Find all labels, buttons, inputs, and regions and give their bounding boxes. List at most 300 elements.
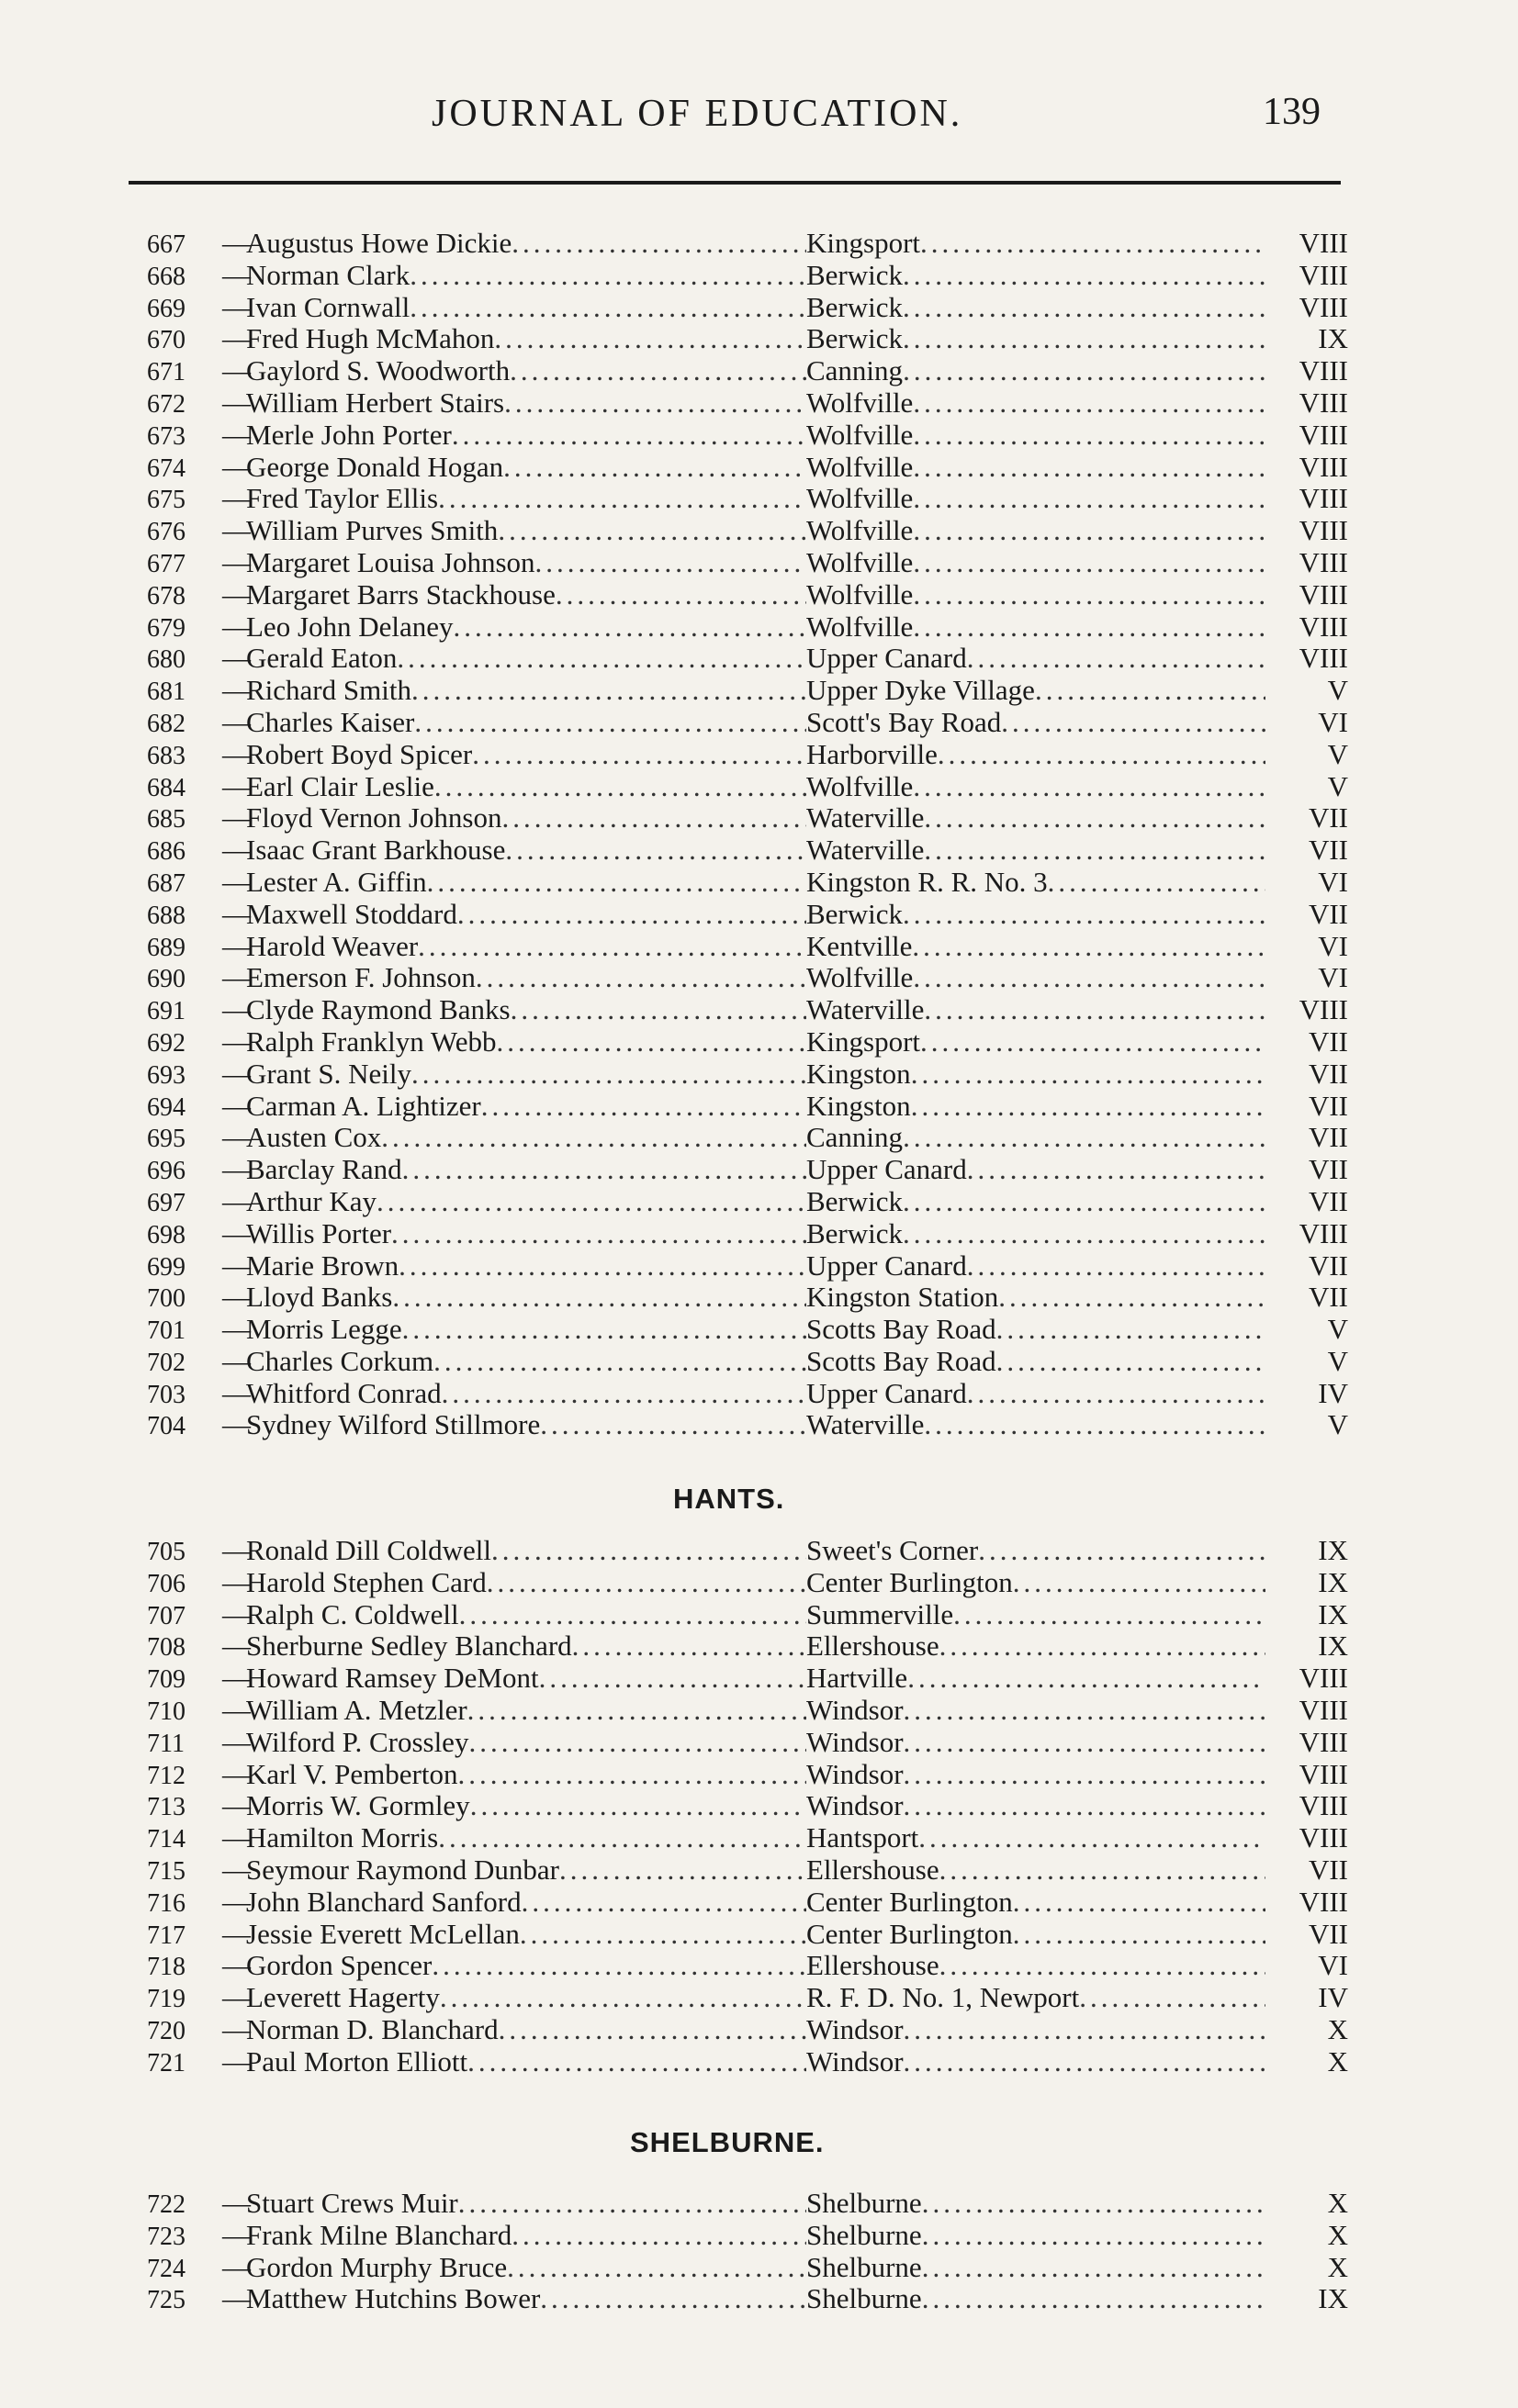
dot-leader xyxy=(520,1919,806,1951)
entry-grade: X xyxy=(1327,2012,1348,2045)
entry-number: 716 xyxy=(147,1888,186,1918)
list-item xyxy=(147,1282,1359,1314)
dot-leader xyxy=(913,515,1265,547)
list-item xyxy=(147,292,1359,324)
entry-place-cell xyxy=(806,643,1265,675)
entry-place-cell xyxy=(806,323,1265,355)
entry-number: 674 xyxy=(147,454,186,483)
dot-leader xyxy=(903,1186,1265,1218)
entry-place-cell xyxy=(806,1154,1265,1186)
entry-number: 712 xyxy=(147,1761,186,1790)
entry-number: 710 xyxy=(147,1697,186,1726)
entry-name-cell xyxy=(246,1154,806,1186)
list-item xyxy=(147,1314,1359,1346)
dot-leader xyxy=(511,994,806,1026)
entry-place: Berwick xyxy=(806,898,904,930)
dot-leader xyxy=(1013,1567,1265,1599)
entry-name-cell xyxy=(246,2252,806,2284)
entry-place-cell xyxy=(806,962,1265,994)
entry-dash: — xyxy=(222,1981,251,2014)
entry-grade: IV xyxy=(1318,1981,1348,2014)
entry-place-cell xyxy=(806,994,1265,1026)
dot-leader xyxy=(967,1378,1265,1410)
list-item xyxy=(147,260,1359,292)
entry-dash: — xyxy=(222,545,251,578)
entry-name-cell xyxy=(246,292,806,324)
dot-leader xyxy=(904,1695,1265,1727)
entry-number: 692 xyxy=(147,1028,186,1058)
entry-name-cell xyxy=(246,1630,806,1663)
entry-grade: VII xyxy=(1308,1121,1348,1154)
entry-name-cell xyxy=(246,1919,806,1951)
dot-leader xyxy=(410,292,806,324)
dot-leader xyxy=(572,1630,806,1663)
dot-leader xyxy=(918,1822,1265,1854)
list-item xyxy=(147,1630,1359,1663)
entry-name: Norman D. Blanchard xyxy=(246,2013,499,2045)
entry-place-cell xyxy=(806,707,1265,739)
dot-leader xyxy=(392,1282,806,1314)
entry-number: 690 xyxy=(147,965,186,994)
entry-name-cell xyxy=(246,1567,806,1599)
dot-leader xyxy=(904,1790,1265,1822)
dot-leader xyxy=(496,1026,806,1058)
entry-place: Hantsport xyxy=(806,1822,919,1854)
dot-leader xyxy=(411,1058,806,1091)
entry-name: Marie Brown xyxy=(246,1249,399,1282)
entry-name-cell xyxy=(246,867,806,899)
entry-grade: V xyxy=(1327,1313,1348,1346)
entry-grade: VIII xyxy=(1299,1662,1348,1695)
list-item xyxy=(147,2014,1359,2046)
entry-name: Austen Cox xyxy=(246,1122,382,1154)
dot-leader xyxy=(924,1409,1265,1441)
entry-name: Margaret Louisa Johnson xyxy=(246,546,535,578)
entry-place: Center Burlington xyxy=(806,1566,1013,1598)
entry-place-cell xyxy=(806,1282,1265,1314)
entry-name: Karl V. Pemberton xyxy=(246,1758,458,1790)
entry-dash: — xyxy=(222,1184,251,1217)
entry-place-cell xyxy=(806,867,1265,899)
entry-place: Kentville xyxy=(806,930,913,962)
entry-dash: — xyxy=(222,1025,251,1058)
entry-number: 673 xyxy=(147,421,186,451)
entry-place-cell xyxy=(806,1026,1265,1058)
entry-dash: — xyxy=(222,577,251,610)
list-item xyxy=(147,611,1359,644)
entry-place: Shelburne xyxy=(806,2251,922,2283)
dot-leader xyxy=(414,707,806,739)
entry-grade: VIII xyxy=(1299,1693,1348,1726)
dot-leader xyxy=(1001,707,1265,739)
entry-place: Berwick xyxy=(806,1185,904,1217)
entry-place: Canning xyxy=(806,1122,904,1154)
list-item xyxy=(147,1854,1359,1887)
entry-place: Wolfville xyxy=(806,419,914,451)
entry-place-cell xyxy=(806,387,1265,420)
entry-place: Kingsport xyxy=(806,1025,920,1058)
entry-name: Matthew Hutchins Bower xyxy=(246,2283,541,2315)
entry-place-cell xyxy=(806,1218,1265,1250)
entry-name-cell xyxy=(246,1759,806,1791)
entry-dash: — xyxy=(222,1153,251,1186)
entry-place-cell xyxy=(806,1091,1265,1123)
entry-grade: VII xyxy=(1308,1184,1348,1217)
entry-grade: IX xyxy=(1318,1630,1348,1663)
entry-number: 695 xyxy=(147,1125,186,1154)
dot-leader xyxy=(467,2046,806,2078)
dot-leader xyxy=(457,1759,806,1791)
entry-grade: VIII xyxy=(1299,258,1348,291)
entry-dash: — xyxy=(222,737,251,770)
entry-name: Paul Morton Elliott xyxy=(246,2045,468,2078)
entry-place-cell xyxy=(806,2014,1265,2046)
dot-leader xyxy=(381,1122,806,1154)
entry-grade: VII xyxy=(1308,1249,1348,1282)
entry-grade: VII xyxy=(1308,801,1348,834)
dot-leader xyxy=(481,1091,806,1123)
entry-place: Kingsport xyxy=(806,228,920,259)
dot-leader xyxy=(920,1026,1265,1058)
entry-grade: V xyxy=(1327,674,1348,707)
entry-grade: VIII xyxy=(1299,1885,1348,1918)
dot-leader xyxy=(458,2188,806,2220)
page-number: 139 xyxy=(1263,91,1321,133)
entry-dash: — xyxy=(222,1725,251,1758)
dot-leader xyxy=(505,834,806,867)
entry-name-cell xyxy=(246,1727,806,1759)
dot-leader xyxy=(904,2046,1265,2078)
dot-leader xyxy=(967,1154,1265,1186)
entry-grade: VIII xyxy=(1299,1821,1348,1854)
entry-grade: IX xyxy=(1318,1534,1348,1566)
entry-place-cell xyxy=(806,2283,1265,2315)
entry-number: 715 xyxy=(147,1856,186,1886)
dot-leader xyxy=(501,802,806,834)
entry-name: Stuart Crews Muir xyxy=(246,2188,458,2219)
journal-title: JOURNAL OF EDUCATION. xyxy=(432,93,963,135)
dot-leader xyxy=(924,834,1265,867)
entry-name: William A. Metzler xyxy=(246,1694,467,1726)
entry-number: 668 xyxy=(147,262,186,291)
entry-name-cell xyxy=(246,739,806,771)
entry-number: 672 xyxy=(147,389,186,419)
list-item xyxy=(147,1567,1359,1599)
entry-dash: — xyxy=(222,1344,251,1377)
list-item xyxy=(147,1378,1359,1410)
dot-leader xyxy=(467,1695,806,1727)
list-item xyxy=(147,994,1359,1026)
entry-place: Ellershouse xyxy=(806,1950,939,1982)
entry-place-cell xyxy=(806,452,1265,484)
entry-name-cell xyxy=(246,1695,806,1727)
dot-leader xyxy=(559,1854,806,1887)
dot-leader xyxy=(903,1218,1265,1250)
entry-name-cell xyxy=(246,1250,806,1282)
entry-name-cell xyxy=(246,1790,806,1822)
entry-dash: — xyxy=(222,1821,251,1854)
dot-leader xyxy=(535,547,806,579)
entry-grade: X xyxy=(1327,2187,1348,2219)
entry-name-cell xyxy=(246,1535,806,1567)
entry-place: Shelburne xyxy=(806,2188,922,2219)
entry-number: 707 xyxy=(147,1601,186,1630)
dot-leader xyxy=(452,420,806,452)
dot-leader xyxy=(904,1759,1265,1791)
dot-leader xyxy=(913,771,1265,803)
entry-name: Barclay Rand xyxy=(246,1154,402,1186)
dot-leader xyxy=(399,1250,806,1282)
dot-leader xyxy=(411,675,806,707)
entry-dash: — xyxy=(222,1281,251,1314)
list-item xyxy=(147,707,1359,739)
dot-leader xyxy=(938,739,1265,771)
entry-place-cell xyxy=(806,1535,1265,1567)
entry-name-cell xyxy=(246,355,806,387)
list-item xyxy=(147,1950,1359,1982)
entry-place: Harborville xyxy=(806,738,938,770)
dot-leader xyxy=(539,1663,806,1695)
entry-name-cell xyxy=(246,994,806,1026)
list-item xyxy=(147,643,1359,675)
dot-leader xyxy=(454,611,806,644)
dot-leader xyxy=(903,355,1265,387)
list-item xyxy=(147,802,1359,834)
entry-place-cell xyxy=(806,1346,1265,1378)
entry-name-cell xyxy=(246,2283,806,2315)
entry-number: 691 xyxy=(147,997,186,1026)
dot-leader xyxy=(913,387,1265,420)
entry-grade: VI xyxy=(1318,1949,1348,1982)
entry-place-cell xyxy=(806,1122,1265,1154)
entry-grade: IV xyxy=(1318,1376,1348,1409)
entry-number: 675 xyxy=(147,486,186,515)
dot-leader xyxy=(922,2188,1265,2220)
entry-grade: VIII xyxy=(1299,1789,1348,1822)
entry-name-cell xyxy=(246,579,806,611)
list-item xyxy=(147,2188,1359,2220)
entry-number: 718 xyxy=(147,1953,186,1982)
entry-name: Leo John Delaney xyxy=(246,610,454,643)
list-item xyxy=(147,355,1359,387)
dot-leader xyxy=(911,1091,1265,1123)
entry-dash: — xyxy=(222,1917,251,1950)
entry-dash: — xyxy=(222,450,251,483)
section-heading-shelburne: SHELBURNE. xyxy=(630,2126,825,2158)
entry-name: Clyde Raymond Banks xyxy=(246,994,511,1026)
entry-number: 709 xyxy=(147,1665,186,1695)
entry-number: 698 xyxy=(147,1220,186,1249)
entry-grade: VIII xyxy=(1299,1725,1348,1758)
entry-grade: VIII xyxy=(1299,1757,1348,1790)
entry-dash: — xyxy=(222,418,251,451)
entry-place-cell xyxy=(806,1409,1265,1441)
entry-number: 725 xyxy=(147,2286,186,2315)
entry-name-cell xyxy=(246,2014,806,2046)
entry-number: 680 xyxy=(147,645,186,675)
entry-place-cell xyxy=(806,579,1265,611)
list-item xyxy=(147,1790,1359,1822)
entry-number: 723 xyxy=(147,2222,186,2251)
entry-name: Fred Hugh McMahon xyxy=(246,323,495,355)
entry-name-cell xyxy=(246,1282,806,1314)
entry-number: 671 xyxy=(147,358,186,387)
dot-leader xyxy=(510,355,806,387)
entry-place-cell xyxy=(806,1759,1265,1791)
entry-name-cell xyxy=(246,420,806,452)
entry-place: Kingston R. R. No. 3 xyxy=(806,866,1048,898)
dot-leader xyxy=(397,643,806,675)
entry-name: William Purves Smith xyxy=(246,515,499,547)
list-item xyxy=(147,1250,1359,1282)
list-item xyxy=(147,483,1359,515)
entry-place-cell xyxy=(806,834,1265,867)
entry-place: Windsor xyxy=(806,1758,904,1790)
entry-name: Hamilton Morris xyxy=(246,1822,439,1854)
entry-name: Fred Taylor Ellis xyxy=(246,483,439,515)
entry-place: Kingston xyxy=(806,1058,911,1090)
entry-place: Windsor xyxy=(806,1694,904,1726)
entry-grade: VI xyxy=(1318,705,1348,738)
list-item xyxy=(147,1154,1359,1186)
entry-dash: — xyxy=(222,482,251,515)
entry-number: 721 xyxy=(147,2048,186,2078)
entry-name-cell xyxy=(246,1887,806,1919)
entry-place: Wolfville xyxy=(806,546,914,578)
entry-dash: — xyxy=(222,1376,251,1409)
entry-dash: — xyxy=(222,1089,251,1122)
entry-dash: — xyxy=(222,705,251,738)
entry-dash: — xyxy=(222,1408,251,1441)
dot-leader xyxy=(438,1822,806,1854)
entry-grade: VII xyxy=(1308,1281,1348,1314)
dot-leader xyxy=(402,1314,806,1346)
entry-grade: VII xyxy=(1308,1089,1348,1122)
entry-number: 696 xyxy=(147,1157,186,1186)
entry-grade: VI xyxy=(1318,929,1348,962)
dot-leader xyxy=(507,2252,806,2284)
entry-name: Merle John Porter xyxy=(246,419,452,451)
list-item xyxy=(147,515,1359,547)
dot-leader xyxy=(913,962,1265,994)
entry-number: 713 xyxy=(147,1793,186,1822)
entry-grade: VII xyxy=(1308,834,1348,867)
section-heading-hants: HANTS. xyxy=(673,1483,785,1515)
dot-leader xyxy=(522,1887,806,1919)
list-item xyxy=(147,2252,1359,2284)
entry-place: Windsor xyxy=(806,2045,904,2078)
list-item xyxy=(147,1026,1359,1058)
entry-name-cell xyxy=(246,2046,806,2078)
dot-leader xyxy=(1079,1982,1265,2014)
entry-place: Sweet's Corner xyxy=(806,1535,979,1566)
entry-dash: — xyxy=(222,610,251,643)
entry-dash: — xyxy=(222,2218,251,2251)
entry-number: 683 xyxy=(147,741,186,770)
list-item xyxy=(147,1759,1359,1791)
entry-name: Ralph Franklyn Webb xyxy=(246,1025,497,1058)
entry-place: Upper Canard xyxy=(806,1377,967,1409)
entry-place: Kingston xyxy=(806,1090,911,1122)
header-rule xyxy=(129,181,1341,185)
entry-name-cell xyxy=(246,1950,806,1982)
entry-dash: — xyxy=(222,1757,251,1790)
entry-place-cell xyxy=(806,1186,1265,1218)
entry-place: Windsor xyxy=(806,1726,904,1758)
list-item xyxy=(147,323,1359,355)
list-item xyxy=(147,1122,1359,1154)
entry-name: Wilford P. Crossley xyxy=(246,1726,469,1758)
entry-place: R. F. D. No. 1, Newport xyxy=(806,1982,1080,2014)
dot-leader xyxy=(494,323,806,355)
list-item xyxy=(147,1695,1359,1727)
entry-dash: — xyxy=(222,1693,251,1726)
entry-name-cell xyxy=(246,2220,806,2252)
dot-leader xyxy=(967,643,1265,675)
entry-name: Floyd Vernon Johnson xyxy=(246,802,502,834)
entry-place-cell xyxy=(806,1695,1265,1727)
entry-number: 708 xyxy=(147,1633,186,1663)
entry-place: Ellershouse xyxy=(806,1630,939,1663)
entry-grade: IX xyxy=(1318,322,1348,355)
dot-leader xyxy=(913,611,1265,644)
entry-place: Wolfville xyxy=(806,451,914,483)
entry-place: Scotts Bay Road xyxy=(806,1345,996,1377)
entry-dash: — xyxy=(222,1662,251,1695)
dot-leader xyxy=(920,228,1265,260)
entry-place: Hartville xyxy=(806,1663,908,1695)
list-item xyxy=(147,931,1359,963)
entry-name: Emerson F. Johnson xyxy=(246,962,476,994)
list-item xyxy=(147,1887,1359,1919)
dot-leader xyxy=(1035,675,1265,707)
hants-entry-list xyxy=(147,1535,1359,2078)
list-item xyxy=(147,547,1359,579)
entry-dash: — xyxy=(222,1630,251,1663)
entry-dash: — xyxy=(222,1534,251,1566)
dot-leader xyxy=(410,260,806,292)
entry-place-cell xyxy=(806,931,1265,963)
entry-name: John Blanchard Sanford xyxy=(246,1886,522,1918)
entry-place-cell xyxy=(806,355,1265,387)
entry-dash: — xyxy=(222,865,251,898)
entry-grade: VII xyxy=(1308,1025,1348,1058)
entry-name: Leverett Hagerty xyxy=(246,1982,440,2014)
entry-name: Richard Smith xyxy=(246,675,411,707)
dot-leader xyxy=(391,1218,806,1250)
entry-name: Charles Corkum xyxy=(246,1345,434,1377)
list-item xyxy=(147,2283,1359,2315)
dot-leader xyxy=(903,899,1265,931)
entry-name: Norman Clark xyxy=(246,259,410,291)
entry-name-cell xyxy=(246,1186,806,1218)
entry-place-cell xyxy=(806,1314,1265,1346)
entry-place: Upper Dyke Village xyxy=(806,675,1035,707)
entry-place-cell xyxy=(806,1727,1265,1759)
dot-leader xyxy=(922,2220,1265,2252)
entry-name: Grant S. Neily xyxy=(246,1058,411,1090)
entry-name-cell xyxy=(246,611,806,644)
dot-leader xyxy=(499,2014,806,2046)
dot-leader xyxy=(904,2014,1265,2046)
entry-grade: V xyxy=(1327,1408,1348,1441)
entry-name: Whitford Conrad xyxy=(246,1377,442,1409)
dot-leader xyxy=(913,579,1265,611)
list-item xyxy=(147,1091,1359,1123)
entry-name: Morris W. Gormley xyxy=(246,1790,470,1822)
entry-name: George Donald Hogan xyxy=(246,451,504,483)
entry-place-cell xyxy=(806,1378,1265,1410)
